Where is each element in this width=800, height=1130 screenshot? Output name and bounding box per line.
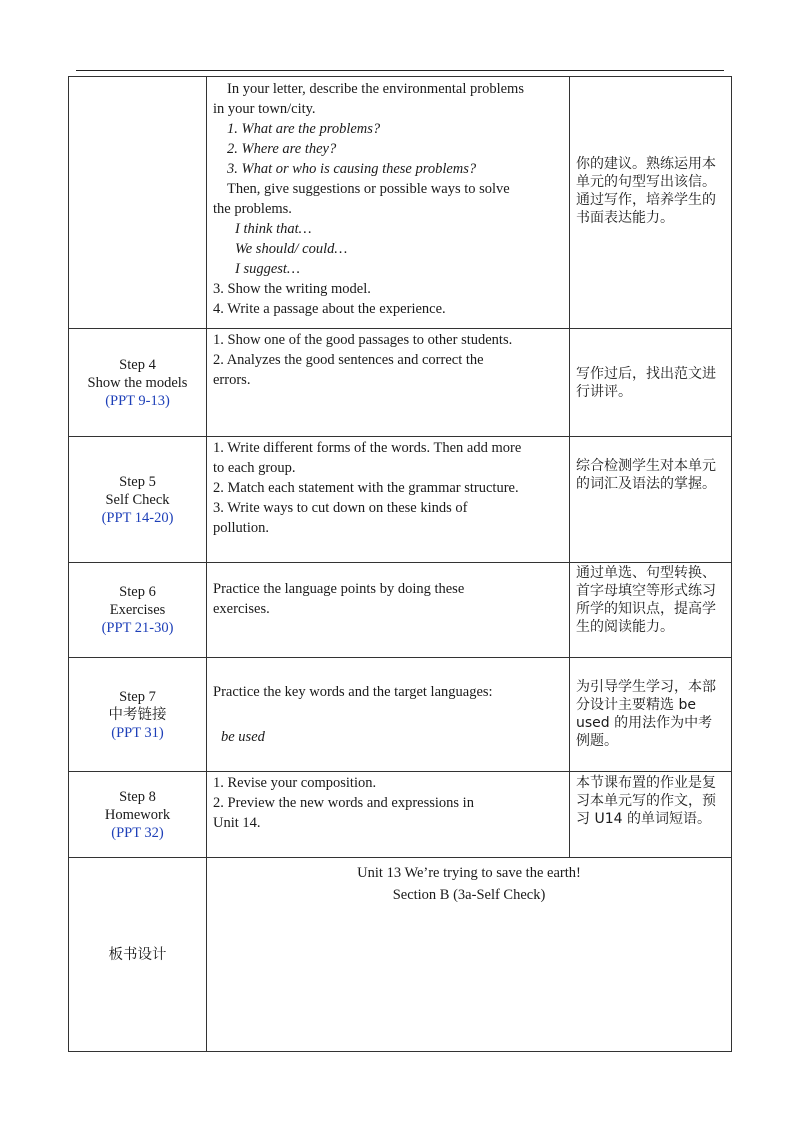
step-title: Step 6 (119, 584, 156, 600)
line: Practice the key words and the target languages: (213, 684, 493, 700)
note-text: 综合检测学生对本单元的词汇及语法的掌握。 (576, 458, 716, 492)
line: 1. Write different forms of the words. Then add more (213, 440, 522, 456)
row-step-8 (69, 772, 732, 858)
note-cell (570, 658, 732, 772)
step-subtitle: 中考链接 (108, 706, 167, 723)
step-cell (69, 658, 207, 772)
step-subtitle: Exercises (109, 602, 166, 618)
line: We should/ could… (235, 241, 348, 257)
line: In your letter, describe the environmental problems (227, 81, 524, 97)
header-rule (76, 70, 724, 71)
step-subtitle: Self Check (105, 491, 170, 508)
step-ppt-range: (PPT 9-13) (105, 392, 170, 409)
step-content (207, 329, 570, 437)
line: 3. What or who is causing these problems? (227, 161, 477, 177)
note-text: 你的建议。熟练运用本单元的句型写出该信。通过写作，培养学生的书面表达能力。 (576, 156, 716, 226)
note-cell (570, 772, 732, 858)
note-text: 本节课布置的作业是复习本单元写的作文，预习 U14 的单词短语。 (576, 775, 716, 827)
line: 2. Where are they? (227, 141, 337, 157)
line: 2. Analyzes the good sentences and correct the (213, 352, 484, 368)
line: 3. Show the writing model. (213, 281, 371, 297)
row-step-4 (69, 329, 732, 437)
board-section-title: Section B (3a-Self Check) (392, 887, 546, 903)
line: 4. Write a passage about the experience. (213, 301, 446, 317)
line: 1. Show one of the good passages to other students. (213, 332, 513, 348)
row-step-6 (69, 563, 732, 658)
line: 3. Write ways to cut down on these kinds of (213, 500, 468, 516)
step-title: Step 7 (119, 688, 156, 705)
line: Then, give suggestions or possible ways to solve (227, 181, 510, 197)
row-step-7 (69, 658, 732, 772)
step-cell-empty (69, 77, 207, 329)
note-cell (570, 77, 732, 329)
row-board-design (69, 858, 732, 1052)
note-cell (570, 329, 732, 437)
lesson-plan-table (68, 76, 732, 1052)
line: 2. Preview the new words and expressions in (213, 795, 474, 811)
board-unit-title: Unit 13 We’re trying to save the earth! (357, 865, 581, 881)
step-title: Step 8 (119, 788, 156, 805)
step-content (207, 563, 570, 658)
line: errors. (213, 372, 251, 388)
writing-task-content (207, 77, 570, 329)
step-cell (69, 772, 207, 858)
row-writing-task (69, 77, 732, 329)
step-content (207, 437, 570, 563)
line: 1. What are the problems? (227, 121, 381, 137)
step-ppt-range: (PPT 21-30) (101, 620, 174, 636)
step-ppt-range: (PPT 14-20) (101, 509, 174, 526)
board-title-line (207, 858, 731, 906)
line: Unit 14. (213, 815, 261, 831)
line: I think that… (235, 221, 312, 237)
step-title: Step 4 (119, 356, 156, 373)
line: to each group. (213, 460, 296, 476)
step-cell (69, 563, 207, 658)
board-design-content (207, 858, 732, 1052)
row-step-5 (69, 437, 732, 563)
line: the problems. (213, 201, 292, 217)
step-content (207, 658, 570, 772)
line: exercises. (213, 601, 270, 617)
step-title: Step 5 (119, 473, 156, 490)
line: be used (221, 729, 265, 745)
line: 2. Match each statement with the grammar structure. (213, 480, 519, 496)
line: 1. Revise your composition. (213, 775, 377, 791)
line: I suggest… (235, 261, 300, 277)
step-subtitle: Homework (104, 806, 171, 823)
note-text: 写作过后，找出范文进行讲评。 (576, 366, 716, 400)
line: in your town/city. (213, 101, 316, 117)
step-cell (69, 437, 207, 563)
step-content (207, 772, 570, 858)
line: pollution. (213, 520, 269, 536)
step-cell (69, 329, 207, 437)
board-design-label: 板书设计 (108, 946, 167, 963)
note-cell (570, 437, 732, 563)
board-design-label-cell (69, 858, 207, 1052)
line: Practice the language points by doing these (213, 581, 465, 597)
step-ppt-range: (PPT 32) (111, 824, 164, 841)
note-cell (570, 563, 732, 658)
step-subtitle: Show the models (87, 374, 188, 391)
note-text: 通过单选、句型转换、首字母填空等形式练习所学的知识点，提高学生的阅读能力。 (576, 565, 716, 635)
note-text: 为引导学生学习，本部分设计主要精选 be used 的用法作为中考例题。 (576, 679, 716, 749)
step-ppt-range: (PPT 31) (111, 724, 164, 741)
